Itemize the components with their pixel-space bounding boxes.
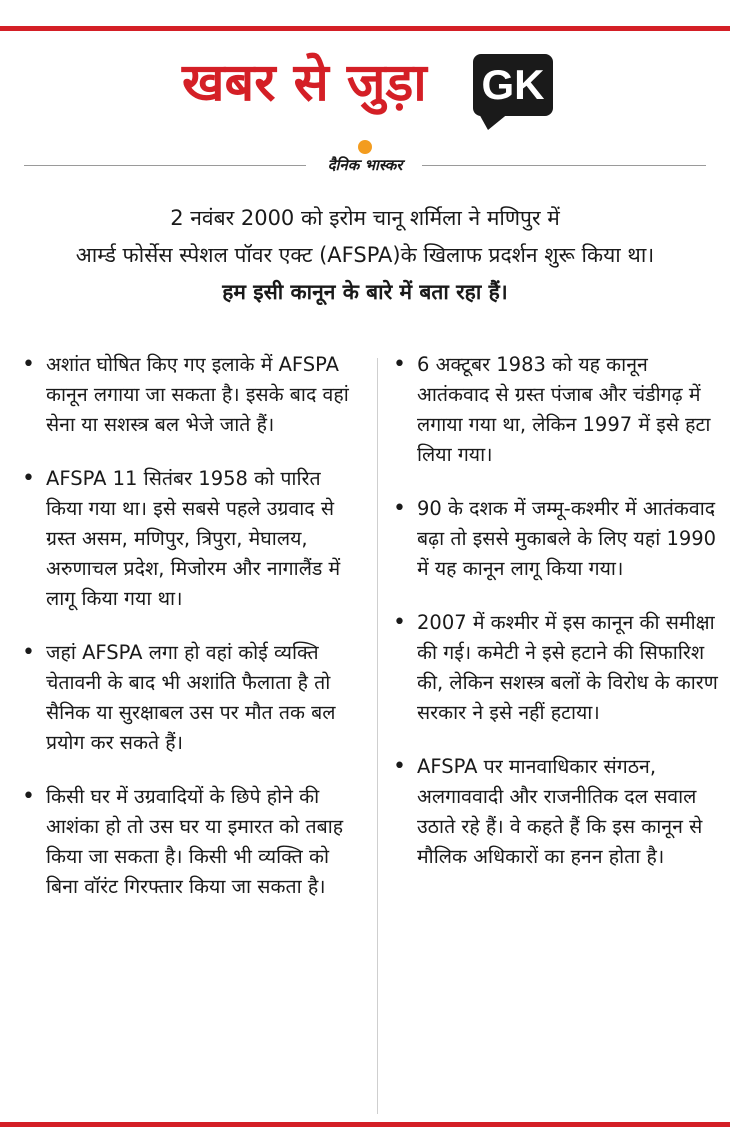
list-item [393,350,723,470]
list-item-text: 2007 में कश्मीर में इस कानून की समीक्षा की गई। कमेटी ने इसे हटाने की सिफारिश की, लेकिन सशस्त्र बलों के विरोध के कारण सरकार ने इसे नहीं हटाया। [417,611,718,724]
list-item [22,782,352,902]
bullet-icon: • [393,496,406,521]
list-item-text: AFSPA 11 सितंबर 1958 को पारित किया गया था। इसे सबसे पहले उग्रवाद से ग्रस्त असम, मणिपुर, त्रिपुरा, मेघालय, अरुणाचल प्रदेश, मिजोरम और नागालैंड में लागू किया गया था। [46,467,341,610]
bullet-icon: • [393,352,406,377]
divider-rule-right [422,165,706,166]
list-item [393,608,723,728]
list-item [393,494,723,584]
bullet-icon: • [22,352,35,377]
list-item-text: अशांत घोषित किए गए इलाके में AFSPA कानून लगाया जा सकता है। इसके बाद वहां सेना या सशस्त्र बल भेजे जाते हैं। [46,353,349,436]
bullet-icon: • [22,466,35,491]
intro-line-3: हम इसी कानून के बारे में बता रहा हैं। [222,280,508,304]
right-column [393,350,723,896]
bullet-icon: • [22,784,35,809]
bullet-icon: • [393,610,406,635]
intro-block [0,200,730,311]
list-item [22,464,352,614]
list-item [22,350,352,440]
list-item-text: 90 के दशक में जम्मू-कश्मीर में आतंकवाद बढ़ा तो इससे मुकाबले के लिए यहां 1990 में यह कानून लागू किया गया। [417,497,717,580]
top-red-bar [0,26,730,31]
list-item-text: AFSPA पर मानवाधिकार संगठन, अलगाववादी और राजनीतिक दल सवाल उठाते रहे हैं। वे कहते हैं कि इस कानून से मौलिक अधिकारों का हनन होता है। [417,755,703,868]
list-item-text: जहां AFSPA लगा हो वहां कोई व्यक्ति चेतावनी के बाद भी अशांति फैलाता है तो सैनिक या सुरक्षाबल उस पर मौत तक बल प्रयोग कर सकते हैं। [46,641,336,754]
list-item-text: किसी घर में उग्रवादियों के छिपे होने की आशंका हो तो उस घर या इमारत को तबाह किया जा सकता है। किसी भी व्यक्ति को बिना वॉरंट गिरफ्तार किया जा सकता है। [46,785,344,898]
left-column [22,350,352,926]
brand-logo: दैनिक भास्कर [327,156,403,174]
list-item [22,638,352,758]
speech-bubble-tail-icon [478,112,510,130]
intro-line-2: आर्म्ड फोर्सेस स्पेशल पॉवर एक्ट (AFSPA)के खिलाफ प्रदर्शन शुरू किया था। [75,243,655,267]
bottom-red-bar [0,1122,730,1127]
headline: खबर से जुड़ा [182,53,427,113]
gk-badge: GK [473,54,553,116]
bullet-icon: • [22,640,35,665]
bullet-icon: • [393,754,406,779]
intro-line-1: 2 नवंबर 2000 को इरोम चानू शर्मिला ने मणिपुर में [170,206,560,230]
column-divider [377,358,378,1114]
list-item [393,752,723,872]
divider-rule-left [24,165,306,166]
list-item-text: 6 अक्टूबर 1983 को यह कानून आतंकवाद से ग्रस्त पंजाब और चंडीगढ़ में लगाया गया था, लेकिन 1997 में इसे हटा लिया गया। [417,353,711,466]
sun-dot-icon [358,140,372,154]
